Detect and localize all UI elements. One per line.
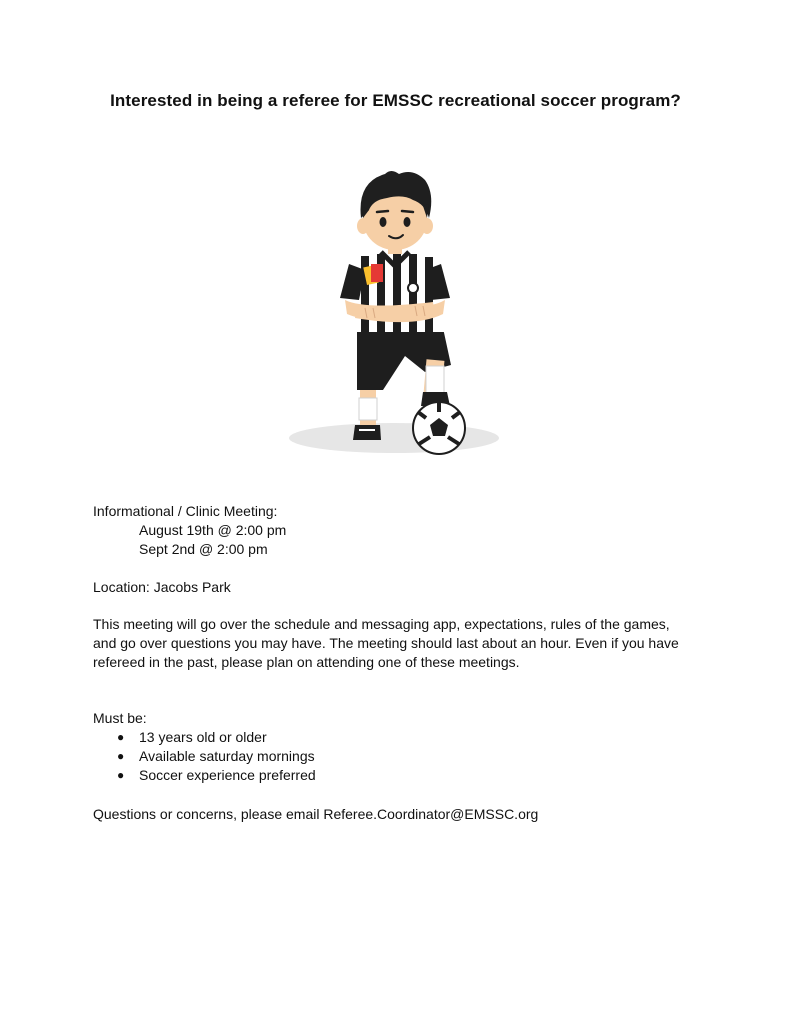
requirement-text: Soccer experience preferred [139, 767, 316, 783]
meeting-date: August 19th @ 2:00 pm [139, 522, 287, 538]
requirements-list [93, 728, 316, 785]
meeting-dates [139, 521, 286, 559]
bullet: ● [117, 768, 125, 782]
bullet: ● [117, 730, 125, 744]
requirement-item [93, 728, 316, 747]
meeting-date: Sept 2nd @ 2:00 pm [139, 541, 268, 557]
meeting-heading: Informational / Clinic Meeting: [93, 503, 278, 519]
contact-line: Questions or concerns, please email Referee.Coordinator@EMSSC.org [93, 806, 539, 822]
referee-illustration [285, 160, 505, 460]
referee-with-soccer-ball-icon [285, 160, 505, 460]
requirement-item [93, 766, 316, 785]
requirement-text: Available saturday mornings [139, 748, 315, 764]
requirement-item [93, 747, 316, 766]
requirements-heading: Must be: [93, 710, 147, 726]
page-title: Interested in being a referee for EMSSC recreational soccer program? [110, 91, 681, 110]
location: Location: Jacobs Park [93, 579, 231, 595]
bullet: ● [117, 749, 125, 763]
meeting-description: This meeting will go over the schedule and messaging app, expectations, rules of the games, and go over questions you may have. The meeting should last about an hour. Even if you have refereed in the past, please plan on attending one of these meetings. [93, 616, 679, 670]
requirement-text: 13 years old or older [139, 729, 267, 745]
